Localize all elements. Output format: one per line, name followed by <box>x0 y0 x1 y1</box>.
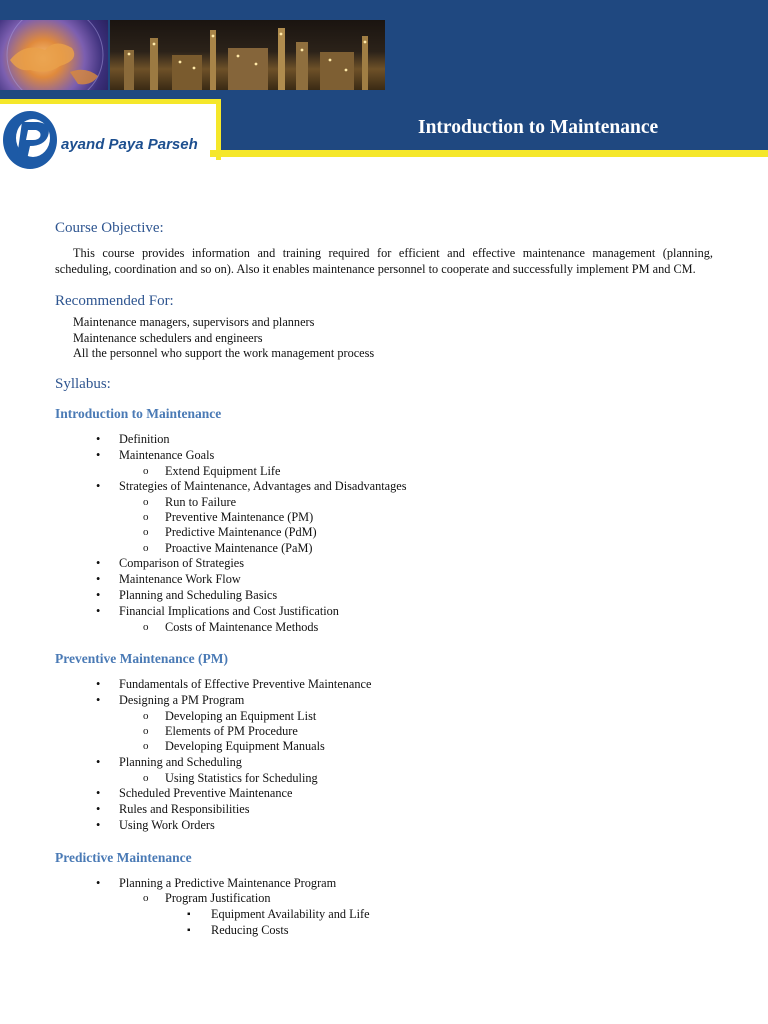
topic-item: • Scheduled Preventive Maintenance <box>55 786 713 802</box>
topic-item: • Rules and Responsibilities <box>55 802 713 818</box>
subtopic-item: o Costs of Maintenance Methods <box>119 620 713 635</box>
recommended-item: All the personnel who support the work management process <box>73 346 375 361</box>
subtopic-item: o Proactive Maintenance (PaM) <box>119 541 713 556</box>
topic-list <box>55 432 713 635</box>
section-title: Introduction to Maintenance <box>55 405 222 421</box>
detail-item: ▪ Reducing Costs <box>165 923 713 939</box>
subtopic-item: o Extend Equipment Life <box>119 464 713 479</box>
topic-item: • Maintenance Work Flow <box>55 572 713 588</box>
subtopic-item: o Run to Failure <box>119 495 713 510</box>
company-logo <box>0 110 212 182</box>
section-title: Preventive Maintenance (PM) <box>55 650 228 666</box>
topic-item: • Planning and Scheduling Basics <box>55 588 713 604</box>
topic-list <box>55 876 713 939</box>
topic-item: • Fundamentals of Effective Preventive Maintenance <box>55 677 713 693</box>
objective-text: This course provides information and training required for efficient and effective maintenance management (planning, scheduling, coordination and so on). Also it enables maintenance personnel to cooperate and successfully implement PM and CM. <box>55 246 713 276</box>
topic-item: • Strategies of Maintenance, Advantages and Disadvantages o Run to Failure o Preventive Maintenance (PM) o Predictive Maintenance (PdM) o Proactive Maintenance (PaM) <box>55 479 713 556</box>
refinery-image <box>110 20 385 90</box>
recommended-heading: Recommended For: <box>55 293 174 309</box>
topic-item: • Planning a Predictive Maintenance Program o Program Justification ▪ Equipment Availability and Life ▪ Reducing Costs <box>55 876 713 939</box>
topic-item: • Planning and Scheduling o Using Statistics for Scheduling <box>55 755 713 786</box>
section-title: Predictive Maintenance <box>55 849 192 865</box>
page-title: Introduction to Maintenance <box>418 117 659 138</box>
svg-text:ayand Paya Parseh: ayand Paya Parseh <box>61 136 198 153</box>
topic-item: • Maintenance Goals o Extend Equipment Life <box>55 448 713 479</box>
subtopic-item: o Developing Equipment Manuals <box>119 739 713 754</box>
topic-item: • Using Work Orders <box>55 818 713 834</box>
topic-item: • Designing a PM Program o Developing an Equipment List o Elements of PM Procedure o Developing Equipment Manuals <box>55 693 713 755</box>
topic-item: • Financial Implications and Cost Justification o Costs of Maintenance Methods <box>55 604 713 635</box>
subtopic-item: o Preventive Maintenance (PM) <box>119 510 713 525</box>
subtopic-item: o Developing an Equipment List <box>119 709 713 724</box>
globe-image <box>0 20 108 90</box>
detail-item: ▪ Equipment Availability and Life <box>165 907 713 923</box>
topic-list <box>55 677 713 834</box>
recommended-item: Maintenance schedulers and engineers <box>73 330 263 345</box>
topic-item: • Definition <box>55 432 713 448</box>
subtopic-item: o Program Justification ▪ Equipment Availability and Life ▪ Reducing Costs <box>119 891 713 938</box>
subtopic-item: o Using Statistics for Scheduling <box>119 771 713 786</box>
subtopic-item: o Predictive Maintenance (PdM) <box>119 525 713 540</box>
course-content <box>55 220 713 938</box>
recommended-item: Maintenance managers, supervisors and planners <box>73 315 315 329</box>
logo-panel <box>0 104 216 160</box>
objective-heading: Course Objective: <box>55 220 164 236</box>
syllabus-heading: Syllabus: <box>55 375 111 392</box>
topic-item: • Comparison of Strategies <box>55 556 713 572</box>
subtopic-item: o Elements of PM Procedure <box>119 724 713 739</box>
accent-line <box>210 150 768 157</box>
